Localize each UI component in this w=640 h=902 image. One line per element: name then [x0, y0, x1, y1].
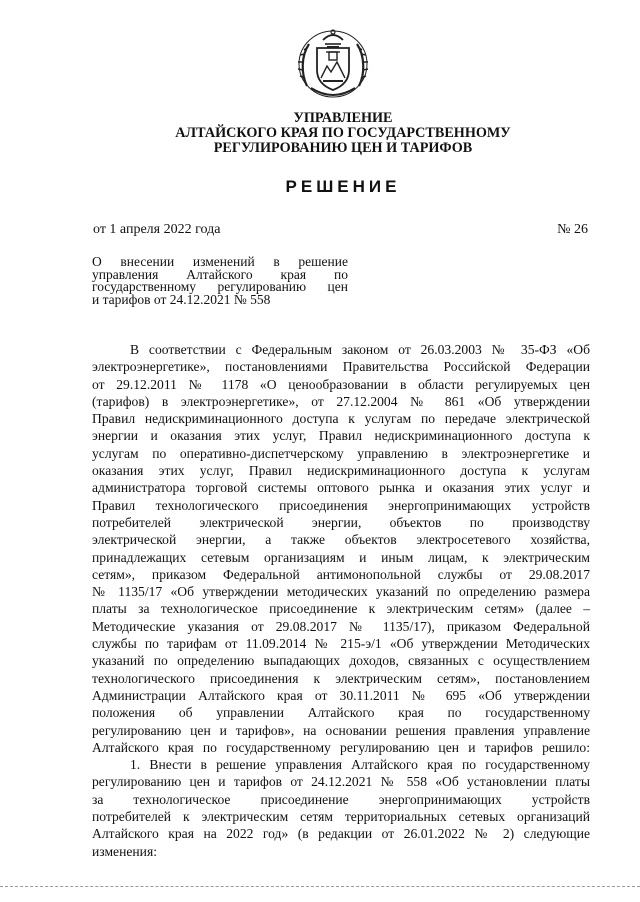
issuing-agency — [95, 111, 591, 156]
body-line: регулированию цен и тарифов от 24.12.2021 № 558 «Об установлении платы — [92, 774, 590, 790]
body-line: потребителей электрической энергии, объектов по производству — [92, 514, 590, 530]
body-line: администратора торговой системы оптового рынка и оказания этих услуг и — [92, 480, 590, 496]
body-line: изменения: — [92, 843, 157, 859]
body-line: принадлежащих сетевым организациям и иным лицам, к электрическим — [92, 549, 590, 565]
body-line: указаний по определению выпадающих доходов, связанных с осуществлением — [92, 653, 590, 669]
body-line: энергии и оказания этих услуг, Правил недискриминационного доступа к — [92, 428, 590, 444]
page-bottom-rule — [0, 886, 640, 887]
body-line: Методические указания от 29.08.2017 № 1135/17), приказом Федеральной — [92, 618, 590, 634]
body-line: Алтайского края на 2022 год» (в редакции от 26.01.2022 № 2) следующие — [92, 826, 590, 842]
agency-line: УПРАВЛЕНИЕ — [293, 110, 393, 126]
document-date: от 1 апреля 2022 года — [93, 222, 221, 237]
body-line: положения об управлении Алтайского края по государственному — [92, 705, 590, 721]
body-line: технологического присоединения к электрическим сетям», постановлением — [92, 670, 590, 686]
body-line: оказания этих услуг, Правил недискриминационного доступа к услугам — [92, 463, 590, 479]
altai-krai-emblem — [293, 22, 373, 102]
body-line: Правил недискриминационного доступа к услугам по передаче электрической — [92, 411, 590, 427]
body-line: услугам по оперативно-диспетчерскому управлению в электроэнергетике и — [92, 445, 590, 461]
body-line: В соответствии с Федеральным законом от 26.03.2003 № 35-ФЗ «Об — [130, 342, 590, 357]
subject-line: и тарифов от 24.12.2021 № 558 — [92, 291, 271, 307]
document-number: № 26 — [557, 222, 588, 237]
body-line: потребителей к электрическим сетям территориальных сетевых организаций — [92, 809, 590, 825]
body-line: регулированию цен и тарифов», на основании решения правления управление — [92, 722, 590, 738]
body-line: 1. Внести в решение управления Алтайского края по государственному — [130, 757, 590, 773]
subject-line: государственному регулированию цен — [92, 279, 348, 295]
agency-line: АЛТАЙСКОГО КРАЯ ПО ГОСУДАРСТВЕННОМУ — [175, 125, 511, 141]
document-type-title: РЕШЕНИЕ — [285, 177, 401, 196]
document-body — [92, 341, 590, 860]
body-line: (тарифов) в электроэнергетике», от 27.12.2004 № 861 «Об утверждении — [92, 393, 590, 409]
subject-line: О внесении изменений в решение — [92, 254, 348, 269]
body-line: платы за технологическое присоединение к электрическим сетям» (далее – — [92, 601, 590, 617]
body-line: сетям», приказом Федеральной антимонопольной службы от 29.08.2017 — [92, 566, 590, 582]
agency-line: РЕГУЛИРОВАНИЮ ЦЕН И ТАРИФОВ — [213, 140, 473, 156]
body-line: Алтайского края по государственному регулированию цен и тарифов решило: — [92, 739, 590, 755]
body-line: № 1135/17 «Об утверждении методических указаний по определению размера — [92, 584, 590, 600]
document-subject — [92, 256, 348, 306]
body-line: от 29.12.2011 № 1178 «О ценообразовании в области регулируемых цен — [92, 376, 590, 392]
subject-line: управления Алтайского края по — [92, 266, 348, 282]
body-line: Правил технологического присоединения энергопринимающих устройств — [92, 497, 590, 513]
body-line: за технологическое присоединение энергопринимающих устройств — [92, 791, 590, 807]
body-line: службы по тарифам от 11.09.2014 № 215-э/1 «Об утверждении Методических — [92, 636, 590, 652]
body-line: Администрации Алтайского края от 30.11.2011 № 695 «Об утверждении — [92, 687, 590, 703]
body-line: электроэнергетике», постановлениями Правительства Российской Федерации — [92, 359, 590, 375]
body-line: электрической энергии, а также объектов электросетевого хозяйства, — [92, 532, 590, 548]
